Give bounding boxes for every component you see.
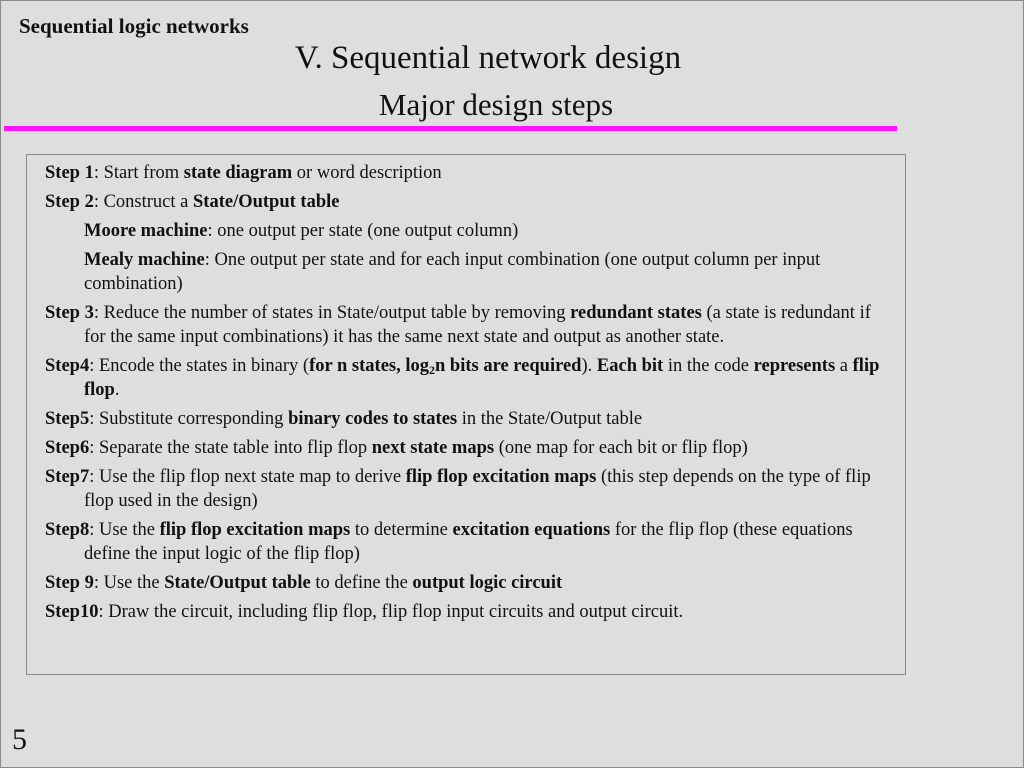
moore-label: Moore machine — [84, 221, 208, 241]
step-8-text-2: to determine — [350, 520, 453, 540]
step-1-emphasis: state diagram — [183, 163, 293, 183]
step-6 — [45, 436, 895, 460]
log-base-subscript: 2 — [429, 363, 435, 377]
step-2 — [45, 190, 895, 214]
step-9-label: Step 9 — [45, 573, 94, 593]
step-2-label: Step 2 — [45, 192, 94, 212]
moore-machine-item — [45, 219, 895, 243]
step-1 — [45, 161, 895, 185]
step-3-text-end: (a state is redundant if for the same input combinations) it has the same next state and output as another state. — [84, 303, 871, 347]
step-4-text-2: ). — [581, 356, 597, 376]
step-9-text: : Use the — [93, 573, 165, 593]
step-4-emphasis-a: for n states, log — [309, 356, 429, 376]
step-10-label: Step10 — [45, 602, 99, 622]
step-4-emphasis — [309, 356, 581, 376]
step-4-emphasis-3: represents — [753, 356, 836, 376]
step-2-text: : Construct a — [93, 192, 193, 212]
step-2-emphasis: State/Output table — [193, 192, 340, 212]
moore-text: : one output per state (one output column) — [207, 221, 519, 241]
step-4-emphasis-4: flip flop — [84, 356, 880, 400]
mealy-text: : One output per state and for each input combination (one output column per input combination) — [84, 250, 821, 294]
step-4-text-5: . — [114, 380, 120, 400]
step-8-label: Step8 — [45, 520, 90, 540]
step-6-emphasis: next state maps — [371, 438, 495, 458]
step-4-text-4: a — [835, 356, 853, 376]
step-7-label: Step7 — [45, 467, 90, 487]
step-4 — [45, 354, 895, 402]
step-4-text-3: in the code — [663, 356, 754, 376]
content-box — [26, 154, 906, 675]
step-8-emphasis-2: excitation equations — [452, 520, 611, 540]
step-8-text-end: for the flip flop (these equations define the input logic of the flip flop) — [84, 520, 853, 564]
step-4-emphasis-b: n bits are required — [435, 356, 582, 376]
step-5-emphasis: binary codes to states — [288, 409, 458, 429]
step-3-label: Step 3 — [45, 303, 94, 323]
step-10-text: : Draw the circuit, including flip flop, flip flop input circuits and output circuit. — [98, 602, 684, 622]
course-title: Sequential logic networks — [19, 14, 249, 38]
step-9-emphasis-2: output logic circuit — [412, 573, 563, 593]
step-9-emphasis: State/Output table — [164, 573, 311, 593]
step-8-emphasis: flip flop excitation maps — [159, 520, 351, 540]
step-9 — [45, 571, 895, 595]
mealy-machine-item — [45, 248, 895, 296]
step-9-text-2: to define the — [310, 573, 413, 593]
step-8 — [45, 518, 895, 566]
step-5-text: : Substitute corresponding — [89, 409, 289, 429]
step-7 — [45, 465, 895, 513]
step-8-text: : Use the — [89, 520, 160, 540]
step-5 — [45, 407, 895, 431]
mealy-label: Mealy machine — [84, 250, 205, 270]
sub-title: Major design steps — [378, 87, 614, 122]
step-6-label: Step6 — [45, 438, 90, 458]
accent-divider — [4, 126, 897, 131]
main-title: V. Sequential network design — [294, 40, 682, 76]
step-5-label: Step5 — [45, 409, 90, 429]
step-7-emphasis: flip flop excitation maps — [405, 467, 597, 487]
step-4-emphasis-2: Each bit — [596, 356, 664, 376]
step-10 — [45, 600, 895, 624]
steps-list — [45, 161, 895, 629]
step-1-text-end: or word description — [292, 163, 442, 183]
step-3 — [45, 301, 895, 349]
step-3-emphasis: redundant states — [570, 303, 702, 323]
step-4-text: : Encode the states in binary ( — [89, 356, 310, 376]
step-1-label: Step 1 — [45, 163, 94, 183]
page-number: 5 — [12, 723, 27, 756]
step-5-text-end: in the State/Output table — [457, 409, 643, 429]
step-4-label: Step4 — [45, 356, 90, 376]
step-7-text: : Use the flip flop next state map to derive — [89, 467, 406, 487]
step-1-text: : Start from — [93, 163, 184, 183]
step-6-text-end: (one map for each bit or flip flop) — [494, 438, 748, 458]
step-7-text-end: (this step depends on the type of flip flop used in the design) — [84, 467, 871, 511]
step-3-text: : Reduce the number of states in State/output table by removing — [93, 303, 571, 323]
step-6-text: : Separate the state table into flip flop — [89, 438, 372, 458]
